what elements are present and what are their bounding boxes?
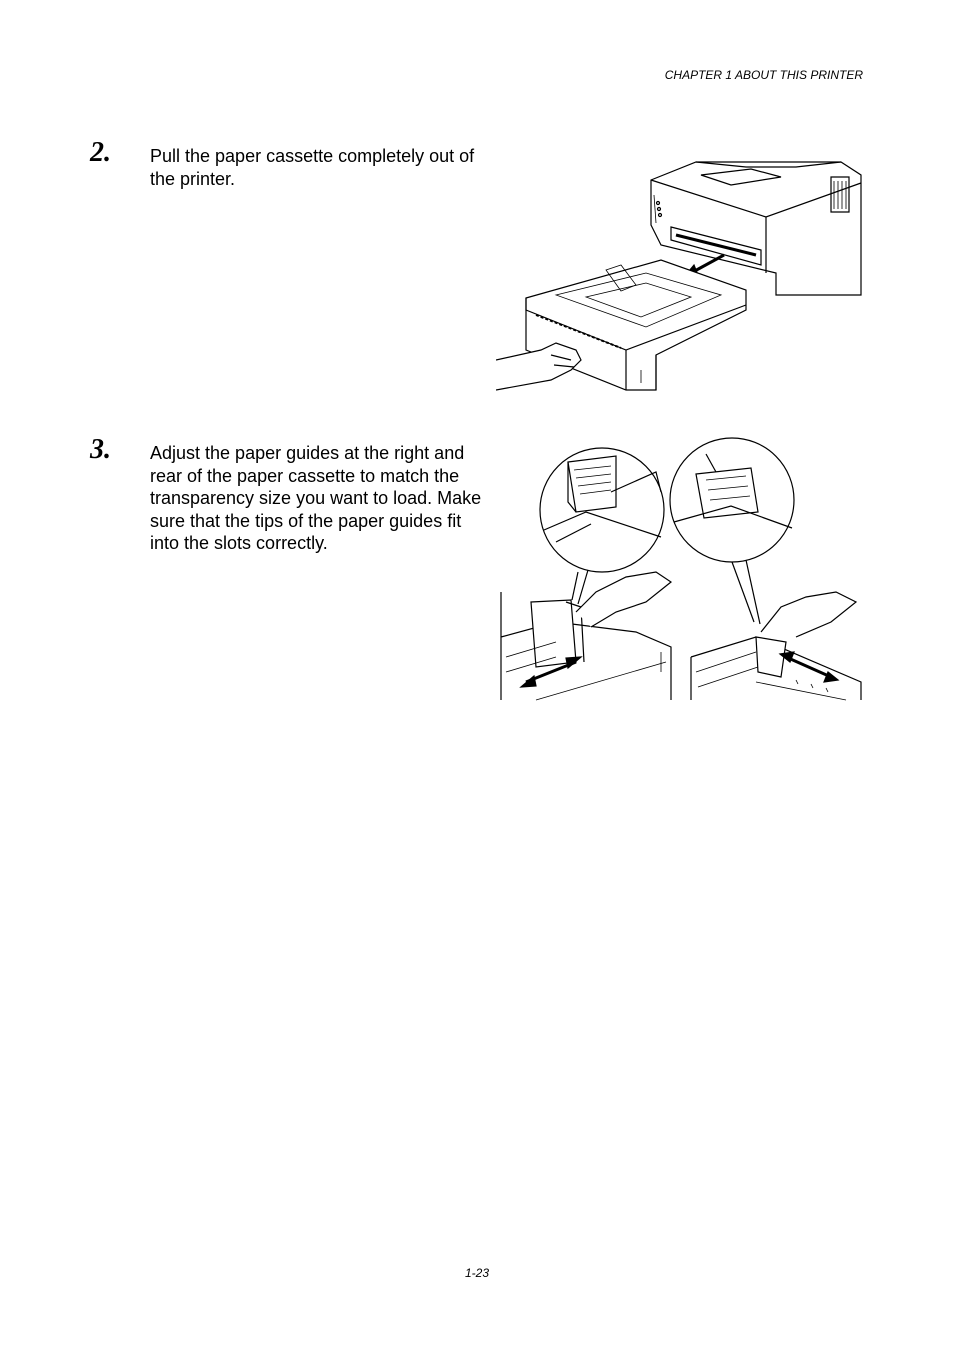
step-text-2: Pull the paper cassette completely out of the printer. (150, 146, 475, 189)
step-number-2: 2. (90, 137, 111, 168)
step-number-3: 3. (90, 434, 111, 465)
step-text-3: Adjust the paper guides at the right and rear of the paper cassette to match the transparency size you want to load. Make sure that the tips of the paper guides fit into the slots correctly. (150, 443, 482, 553)
paper-guides-illustration (496, 432, 866, 704)
page-number: 1-23 (464, 1266, 490, 1280)
printer-cassette-illustration (496, 155, 866, 395)
chapter-header: CHAPTER 1 ABOUT THIS PRINTER (664, 68, 863, 82)
